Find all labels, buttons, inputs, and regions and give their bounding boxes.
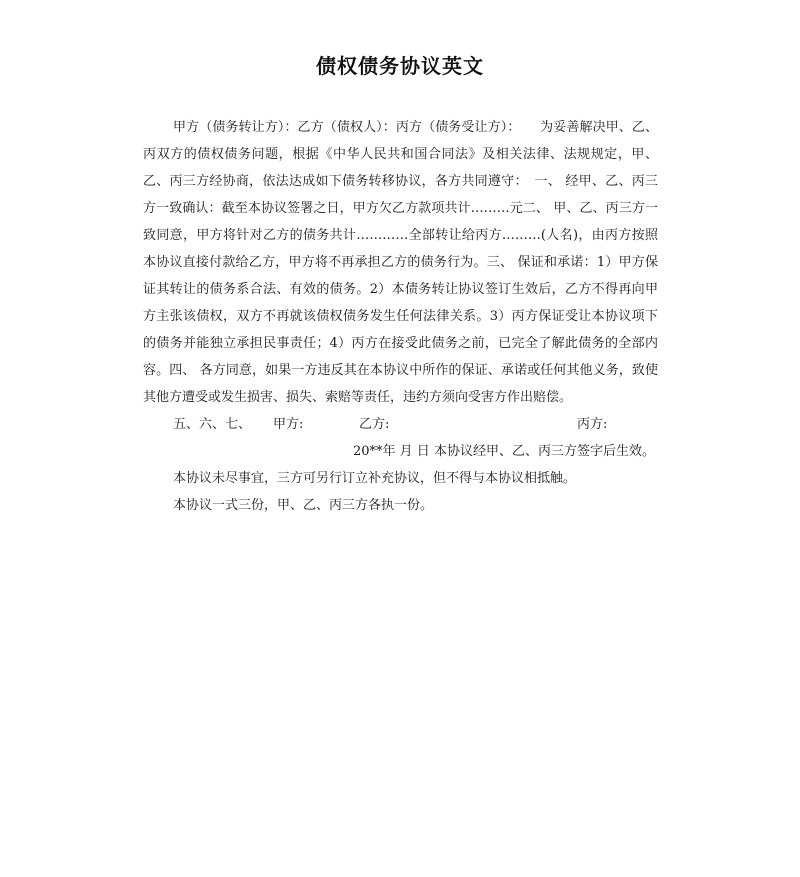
document-body <box>143 114 658 519</box>
date-line: 20**年 月 日 本协议经甲、乙、丙三方签字后生效。 <box>353 444 655 459</box>
signature-line <box>143 411 658 438</box>
copies-paragraph: 本协议一式三份，甲、乙、丙三方各执一份。 <box>173 498 434 513</box>
supplement-paragraph: 本协议未尽事宜，三方可另行订立补充协议，但不得与本协议相抵触。 <box>173 471 577 486</box>
document-title: 债权债务协议英文 <box>316 54 484 78</box>
main-paragraph: 甲方（债务转让方）：乙方（债权人）：丙方（债务受让方）： 为妥善解决甲、乙、丙双方的债权债务问题，根据《中华人民共和国合同法》及相关法律、法规规定，甲、乙、丙三方经协商，依法达成如下债务转移协议，各方共同遵守： 一、 经甲、乙、丙三方一致确认：截至本协议签署之日，甲方欠乙方款项共计………元二、 甲、乙、丙三方一致同意，甲方将针对乙方的债务共计…………全部转让给丙方………(人名)，由丙方按照本协议直接付款给乙方，甲方将不再承担乙方的债务行为。三、 保证和承诺：1）甲方保证其转让的债务系合法、有效的债务。2）本债务转让协议签订生效后，乙方不得再向甲方主张该债权，双方不再就该债权债务发生任何法律关系。3）丙方保证受让本协议项下的债务并能独立承担民事责任；4）丙方在接受此债务之前，已完全了解此债务的全部内容。四、 各方同意，如果一方违反其在本协议中所作的保证、承诺或任何其他义务，致使其他方遭受或发生损害、损失、索赔等责任，违约方须向受害方作出赔偿。 <box>143 120 658 405</box>
party-c-label: 丙方: <box>577 417 608 432</box>
party-b-label: 乙方: <box>359 417 390 432</box>
signature-items-label: 五、六、七、 <box>173 417 252 432</box>
party-a-label: 甲方: <box>273 417 304 432</box>
